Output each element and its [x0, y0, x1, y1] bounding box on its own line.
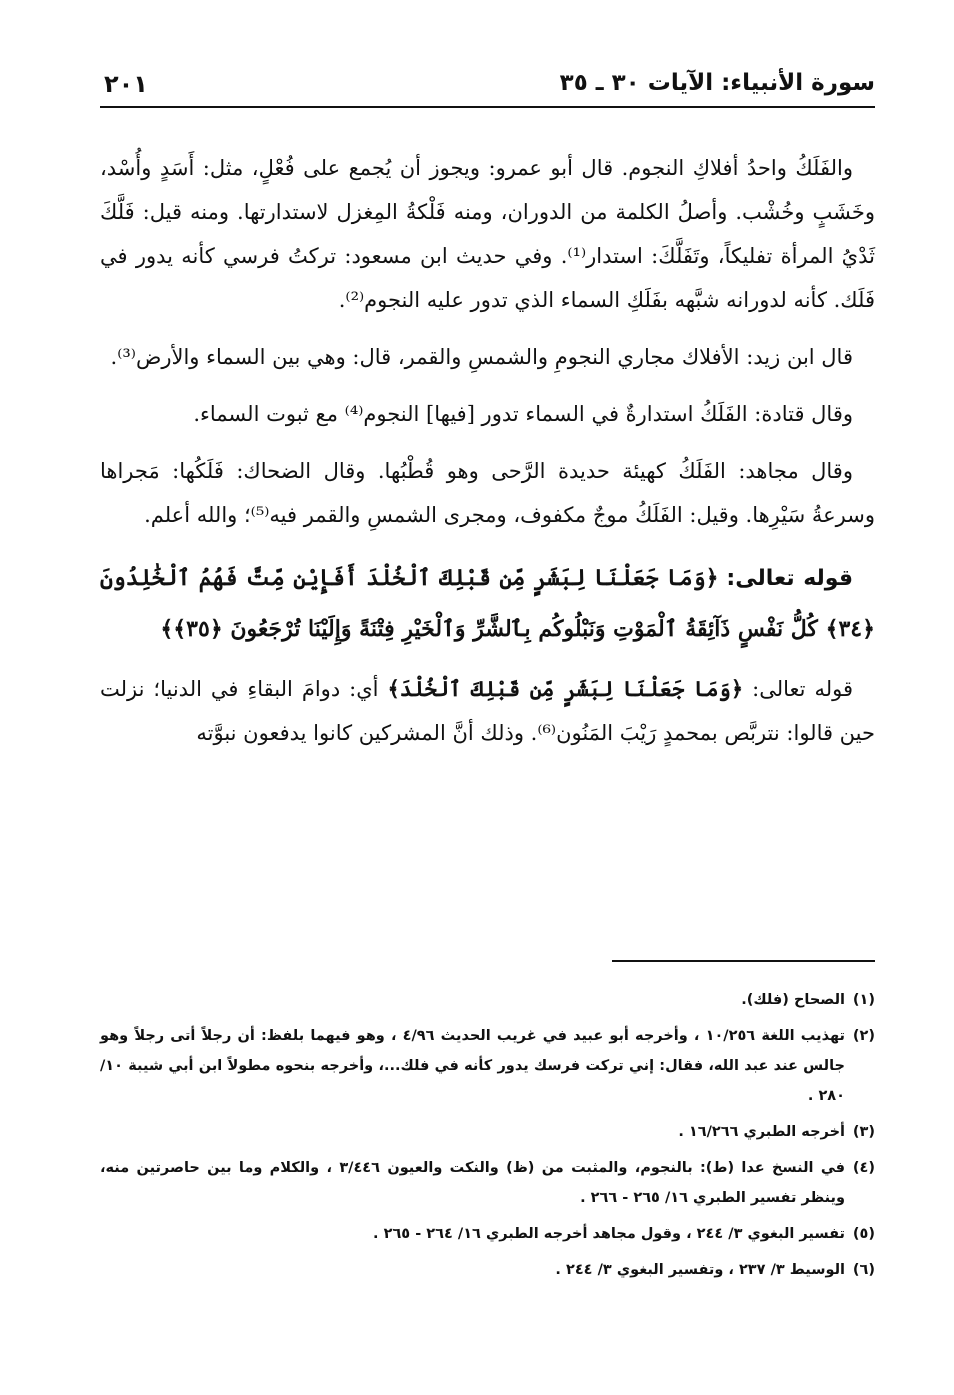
footnote-text: أخرجه الطبري ١٦/٢٦٦ . [678, 1124, 845, 1140]
footnote [100, 1219, 875, 1249]
quran-verse-block [100, 553, 875, 655]
footnote-number: (١) [852, 992, 875, 1008]
footnote [100, 1255, 875, 1285]
footnote-separator [612, 960, 875, 962]
footnote-number: (٢) [852, 1028, 875, 1044]
footnote-text: تفسير البغوي ٣/ ٢٤٤ ، وقول مجاهد أخرجه الطبري ١٦/ ٢٦٤ - ٢٦٥ . [373, 1226, 845, 1242]
surah-title: سورة الأنبياء: الآيات ٣٠ ـ ٣٥ [559, 70, 875, 96]
footnote [100, 1153, 875, 1213]
footnote-number: (٦) [852, 1262, 875, 1278]
paragraph-commentary [100, 667, 875, 755]
footnote-number: (٣) [852, 1124, 875, 1140]
paragraph-falak-definition: والفَلَكُ واحدُ أفلاكِ النجوم. قال أبو عمرو: ويجوز أن يُجمع على فُعْلٍ، مثل: أَسَدٍ وأُسْد، وخَشَبٍ وخُشْب. وأصلُ الكلمة من الدوران، ومنه فَلْكةُ المِغزل لاستدارتها. ومنه قيل: فَلَّكَ ثَدْيُ المرأة تفليكاً، وتَفَلَّكَ: استدار⁽¹⁾. وفي حديث ابن مسعود: تركتُ فرسي كأنه يدور في فَلَك. كأنه لدورانه شبَّهه بفَلَكِ السماء الذي تدور عليه النجوم⁽²⁾. [100, 156, 875, 312]
paragraph-mujahid: وقال مجاهد: الفَلَكُ كهيئة حديدة الرَّحى وهو قُطْبُها. وقال الضحاك: فَلَكُها: مَجراها وسرعةُ سَيْرِها. وقيل: الفَلَكُ موجٌ مكفوف، ومجرى الشمسِ والقمر فيه⁽⁵⁾؛ والله أعلم. [100, 459, 875, 527]
verse-lead: قوله تعالى: [726, 566, 854, 591]
footnote [100, 1117, 875, 1147]
footnote-text: في النسخ عدا (ط): بالنجوم، والمثبت من (ظ) والنكت والعيون ٣/٤٤٦ ، والكلام وما بين حاصرتين منه، وينظر تفسير الطبري ١٦/ ٢٦٥ - ٢٦٦ . [100, 1160, 845, 1206]
footnote-text: الصحاح (فلك). [741, 992, 845, 1008]
main-text [100, 146, 875, 768]
footnote-text: الوسيط ٣/ ٢٣٧ ، وتفسير البغوي ٣/ ٢٤٤ . [555, 1262, 845, 1278]
footnote-text: تهذيب اللغة ١٠/٢٥٦ ، وأخرجه أبو عبيد في غريب الحديث ٤/٩٦ ، وهو فيهما بلفظ: أن رجلاً أتى رجلاً وهو جالس عند عبد الله، فقال: إني تركت فرسك يدور كأنه في فلك...، وأخرجه بنحوه مطولاً ابن أبي شيبة ١٠/ ٢٨٠ . [100, 1028, 845, 1104]
footnotes [100, 985, 875, 1291]
page [100, 0, 875, 1395]
footnote [100, 985, 875, 1015]
footnote-number: (٤) [852, 1160, 875, 1176]
verse-text: ﴿وَمَا جَعَلْنَا لِبَشَرٍ مِّن قَبْلِكَ ٱلْخُلْدَ أَفَإِيْن مِّتَّ فَهُمُ ٱلْخَٰلِدُونَ ﴿٣٤﴾ كُلُّ نَفْسٍ ذَآئِقَةُ ٱلْمَوْتِ وَنَبْلُوكُم بِٱلشَّرِّ وَٱلْخَيْرِ فِتْنَةً وَإِلَيْنَا تُرْجَعُونَ ﴿٣٥﴾﴾ [100, 565, 875, 642]
commentary-verse: ﴿وَمَا جَعَلْنَا لِبَشَرٍ مِّن قَبْلِكَ ٱلْخُلْدَ﴾ [387, 676, 744, 701]
commentary-text: أي: دوامَ البقاءِ في الدنيا؛ نزلت حين قالوا: نتربَّص بمحمدٍ رَيْبَ المَنُون⁽⁶⁾. وذلك أنَّ المشركين كانوا يدفعون نبوَّته [100, 677, 875, 745]
running-header [100, 62, 875, 108]
paragraph-qatada: وقال قتادة: الفَلَكُ استدارةٌ في السماء تدور [فيها] النجوم⁽⁴⁾ مع ثبوت السماء. [193, 402, 853, 426]
paragraph-ibn-zayd: قال ابن زيد: الأفلاك مجاري النجومِ والشمسِ والقمر، قال: وهي بين السماء والأرض⁽³⁾. [110, 345, 853, 369]
page-number: ٢٠١ [104, 70, 148, 98]
commentary-lead: قوله تعالى: [752, 677, 853, 701]
footnote [100, 1021, 875, 1111]
footnote-number: (٥) [852, 1226, 875, 1242]
